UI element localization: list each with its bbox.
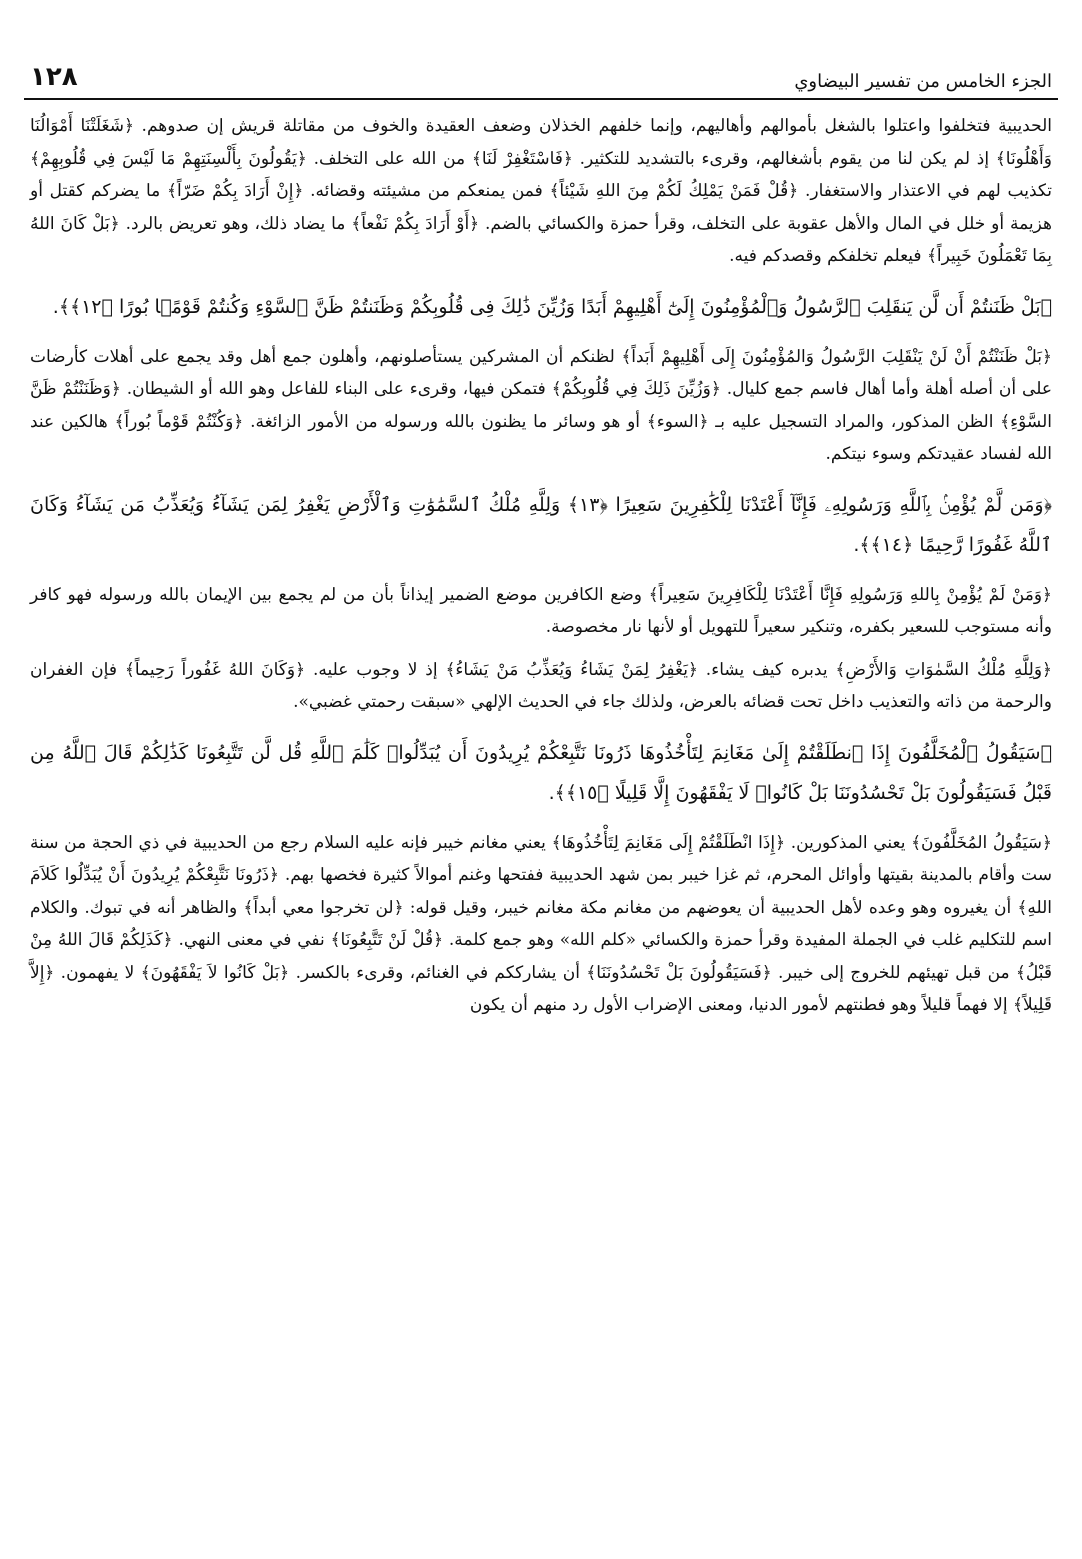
page (24, 56, 1058, 1032)
commentary-paragraph: ﴿سَيَقُولُ المُخَلَّفُونَ﴾ يعني المذكورين. ﴿إِذَا انْطَلَقْتُمْ إِلَى مَغَانِمَ لِتَأْخُذُوهَا﴾ يعني مغانم خيبر فإنه عليه السلام رجع من الحديبية في ذي الحجة من سنة ست وأقام بالمدينة بقيتها وأوائل المحرم، ثم غزا خيبر بمن شهد الحديبية ففتحها وغنم أموالاً كثيرة فخصها بهم. ﴿ذَرُونَا نَتَّبِعْكُمْ يُرِيدُونَ أَنْ يُبَدِّلُوا كَلاَمَ اللهِ﴾ أن يغيروه وهو وعده لأهل الحديبية أن يعوضهم من مغانم مكة مغانم خيبر، وقيل قوله: ﴿لن تخرجوا معي أبداً﴾ والظاهر أنه في تبوك. والكلام اسم للتكليم غلب في الجملة المفيدة وقرأ حمزة والكسائي «كلم الله» وهو جمع كلمة. ﴿قُلْ لَنْ تَتَّبِعُونَا﴾ نفي في معنى النهي. ﴿كَذَلِكُمْ قَالَ اللهُ مِنْ قَبْلُ﴾ من قبل تهيئهم للخروج إلى خيبر. ﴿فَسَيَقُولُونَ بَلْ تَحْسُدُونَنَا﴾ أن يشارككم في الغنائم، وقرىء بالكسر. ﴿بَلْ كَانُوا لاَ يَفْقَهُونَ﴾ لا يفهمون. ﴿إِلاَّ قَلِيلاً﴾ إلا فهماً قليلاً وهو فطنتهم لأمور الدنيا، ومعنى الإضراب الأول رد منهم أن يكون (30, 832, 1052, 1015)
quran-verse: ﴿سَيَقُولُ ٱلْمُخَلَّفُونَ إِذَا ٱنطَلَقْتُمْ إِلَىٰ مَغَانِمَ لِتَأْخُذُوهَا ذَرُونَا نَتَّبِعْكُمْ يُرِيدُونَ أَن يُبَدِّلُوا۟ كَلَٰمَ ٱللَّهِ قُل لَّن تَتَّبِعُونَا كَذَٰلِكُمْ قَالَ ٱللَّهُ مِن قَبْلُ فَسَيَقُولُونَ بَلْ تَحْسُدُونَنَا بَلْ كَانُوا۟ لَا يَفْقَهُونَ إِلَّا قَلِيلًا ﴿١٥﴾﴾. (30, 741, 1052, 804)
commentary-paragraph: ﴿بَلْ ظَنَنْتُمْ أَنْ لَنْ يَنْقَلِبَ الرَّسُولُ وَالمُؤْمِنُونَ إِلَى أَهْلِيهِمْ أَبَداً﴾ لظنكم أن المشركين يستأصلونهم، وأهلون جمع أهل وقد يجمع على أهلات كأرضات على أن أصله أهلة وأما أهال فاسم جمع كليال. ﴿وَزُيِّنَ ذَلِكَ فِي قُلُوبِكُمْ﴾ فتمكن فيها، وقرىء على البناء للفاعل وهو الله أو الشيطان. ﴿وَظَنَنْتُمْ ظَنَّ السَّوْءِ﴾ الظن المذكور، والمراد التسجيل عليه بـ ﴿السوء﴾ أو هو وسائر ما يظنون بالله ورسوله من الأمور الزائغة. ﴿وَكُنْتُمْ قَوْماً بُوراً﴾ هالكين عند الله لفساد عقيدتكم وسوء نيتكم. (30, 346, 1052, 464)
page-body (24, 100, 1058, 1022)
quran-verse: ﴿وَمَن لَّمْ يُؤْمِنۢ بِٱللَّهِ وَرَسُولِهِۦ فَإِنَّآ أَعْتَدْنَا لِلْكَٰفِرِينَ سَعِيرًا ﴿١٣﴾ وَلِلَّهِ مُلْكُ ٱلسَّمَٰوَٰتِ وَٱلْأَرْضِ يَغْفِرُ لِمَن يَشَآءُ وَيُعَذِّبُ مَن يَشَآءُ وَكَانَ ٱللَّهُ غَفُورًا رَّحِيمًا ﴿١٤﴾﴾. (30, 493, 1053, 556)
page-header (24, 56, 1058, 100)
running-title: الجزء الخامس من تفسير البيضاوي (794, 71, 1052, 92)
commentary-paragraph: ﴿وَمَنْ لَمْ يُؤْمِنْ بِاللهِ وَرَسُولِهِ فَإِنَّا أَعْتَدْنَا لِلْكَافِرِينَ سَعِيراً﴾ وضع الكافرين موضع الضمير إيذاناً بأن من لم يجمع بين الإيمان بالله ورسوله فهو كافر وأنه مستوجب للسعير بكفره، وتنكير سعيراً للتهويل أو لأنها نار مخصوصة. (30, 584, 1052, 637)
page-number: ١٢٨ (30, 62, 78, 92)
quran-verse: ﴿بَلْ ظَنَنتُمْ أَن لَّن يَنقَلِبَ ٱلرَّسُولُ وَٱلْمُؤْمِنُونَ إِلَىٰٓ أَهْلِيهِمْ أَبَدًا وَزُيِّنَ ذَٰلِكَ فِى قُلُوبِكُمْ وَظَنَنتُمْ ظَنَّ ٱلسَّوْءِ وَكُنتُمْ قَوْمًۢا بُورًا ﴿١٢﴾﴾. (52, 295, 1052, 318)
commentary-paragraph: الحديبية فتخلفوا واعتلوا بالشغل بأموالهم وأهاليهم، وإنما خلفهم الخذلان وضعف العقيدة والخوف من مقاتلة قريش إن صدوهم. ﴿شَغَلَتْنَا أَمْوَالُنَا وَأَهْلُونَا﴾ إذ لم يكن لنا من يقوم بأشغالهم، وقرىء بالتشديد للتكثير. ﴿فَاسْتَغْفِرْ لَنَا﴾ من الله على التخلف. ﴿يَقُولُونَ بِأَلْسِنَتِهِمْ مَا لَيْسَ فِي قُلُوبِهِمْ﴾ تكذيب لهم في الاعتذار والاستغفار. ﴿قُلْ فَمَنْ يَمْلِكُ لَكُمْ مِنَ اللهِ شَيْئاً﴾ فمن يمنعكم من مشيئته وقضائه. ﴿إِنْ أَرَادَ بِكُمْ ضَرّاً﴾ ما يضركم كقتل أو هزيمة أو خلل في المال والأهل عقوبة على التخلف، وقرأ حمزة والكسائي بالضم. ﴿أَوْ أَرَادَ بِكُمْ نَفْعاً﴾ ما يضاد ذلك، وهو تعريض بالرد. ﴿بَلْ كَانَ اللهُ بِمَا تَعْمَلُونَ خَبِيراً﴾ فيعلم تخلفكم وقصدكم فيه. (30, 116, 1052, 266)
commentary-paragraph: ﴿وَلِلَّهِ مُلْكُ السَّمٰوَاتِ وَالأَرْضِ﴾ يدبره كيف يشاء. ﴿يَغْفِرُ لِمَنْ يَشَاءُ وَيُعَذِّبُ مَنْ يَشَاءُ﴾ إذ لا وجوب عليه. ﴿وَكَانَ اللهُ غَفُوراً رَحِيماً﴾ فإن الغفران والرحمة من ذاته والتعذيب داخل تحت قضائه بالعرض، ولذلك جاء في الحديث الإلهي «سبقت رحمتي غضبي». (30, 659, 1052, 712)
